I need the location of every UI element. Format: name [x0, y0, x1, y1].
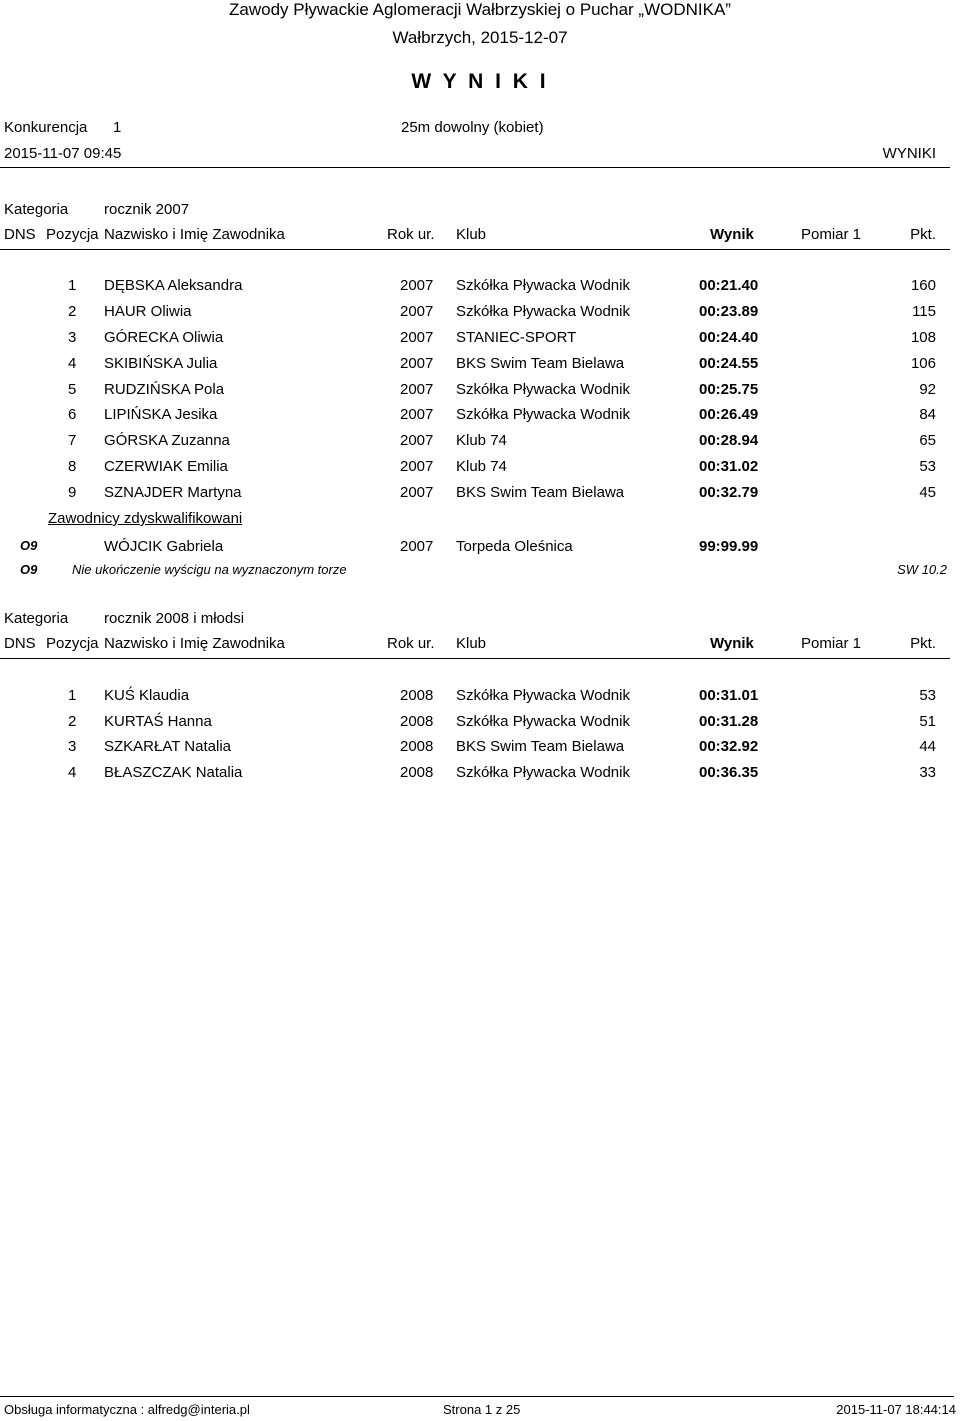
row-club: Szkółka Pływacka Wodnik [456, 764, 630, 781]
row-result: 00:32.92 [699, 738, 759, 755]
row-points: 106 [910, 355, 936, 372]
row-club: Szkółka Pływacka Wodnik [456, 406, 630, 423]
col-result: Wynik [710, 635, 754, 652]
dq-code: O9 [20, 538, 38, 553]
row-result: 00:24.40 [699, 329, 759, 346]
col-split: Pomiar 1 [801, 226, 862, 243]
col-points: Pkt. [910, 226, 936, 243]
dq-result: 99:99.99 [699, 538, 759, 555]
row-position: 6 [68, 406, 77, 423]
row-year: 2007 [400, 277, 434, 294]
col-points: Pkt. [910, 635, 936, 652]
row-position: 4 [68, 355, 77, 372]
row-name: SZNAJDER Martyna [104, 484, 242, 501]
competition-datetime: 2015-11-07 09:45 [4, 145, 122, 162]
page-title: W Y N I K I [411, 70, 549, 93]
row-result: 00:31.02 [699, 458, 759, 475]
row-result: 00:31.28 [699, 713, 759, 730]
row-result: 00:26.49 [699, 406, 759, 423]
dq-rule: SW 10.2 [897, 562, 947, 577]
row-club: BKS Swim Team Bielawa [456, 484, 625, 501]
divider [0, 249, 950, 250]
row-result: 00:23.89 [699, 303, 759, 320]
row-points: 65 [919, 432, 936, 449]
row-name: GÓRSKA Zuzanna [104, 432, 230, 449]
row-position: 3 [68, 329, 77, 346]
col-dns: DNS [4, 635, 36, 652]
row-points: 108 [910, 329, 936, 346]
row-year: 2008 [400, 713, 434, 730]
row-result: 00:25.75 [699, 381, 759, 398]
footer-page: Strona 1 z 25 [443, 1402, 521, 1417]
row-year: 2008 [400, 738, 434, 755]
row-result: 00:24.55 [699, 355, 759, 372]
category-name: rocznik 2007 [104, 201, 190, 218]
row-year: 2007 [400, 432, 434, 449]
row-points: 51 [919, 713, 936, 730]
row-points: 160 [910, 277, 936, 294]
row-year: 2007 [400, 355, 434, 372]
row-position: 9 [68, 484, 77, 501]
footer-service: Obsługa informatyczna : alfredg@interia.pl [4, 1402, 250, 1417]
row-name: BŁASZCZAK Natalia [104, 764, 243, 781]
dq-year: 2007 [400, 538, 434, 555]
col-club: Klub [456, 635, 487, 652]
row-year: 2007 [400, 329, 434, 346]
row-club: Szkółka Pływacka Wodnik [456, 381, 630, 398]
footer-divider [0, 1396, 954, 1397]
row-points: 44 [919, 738, 936, 755]
competition-event: 25m dowolny (kobiet) [401, 119, 544, 136]
row-club: BKS Swim Team Bielawa [456, 738, 625, 755]
divider [0, 167, 950, 168]
row-position: 2 [68, 303, 77, 320]
row-club: Szkółka Pływacka Wodnik [456, 303, 630, 320]
row-year: 2007 [400, 406, 434, 423]
row-points: 33 [919, 764, 936, 781]
row-position: 1 [68, 277, 77, 294]
col-year: Rok ur. [387, 635, 435, 652]
row-year: 2007 [400, 458, 434, 475]
row-points: 115 [912, 303, 936, 320]
row-name: CZERWIAK Emilia [104, 458, 228, 475]
row-club: STANIEC-SPORT [456, 329, 577, 346]
category-name: rocznik 2008 i młodsi [104, 610, 245, 627]
col-position: Pozycja [46, 226, 99, 243]
row-points: 84 [919, 406, 936, 423]
row-points: 45 [919, 484, 936, 501]
row-result: 00:28.94 [699, 432, 759, 449]
row-name: RUDZIŃSKA Pola [104, 381, 225, 398]
col-position: Pozycja [46, 635, 99, 652]
divider [0, 658, 950, 659]
row-club: Klub 74 [456, 458, 507, 475]
row-name: SZKARŁAT Natalia [104, 738, 231, 755]
dq-name: WÓJCIK Gabriela [104, 538, 224, 555]
row-position: 7 [68, 432, 77, 449]
category-label: Kategoria [4, 610, 69, 627]
row-position: 3 [68, 738, 77, 755]
row-position: 8 [68, 458, 77, 475]
col-year: Rok ur. [387, 226, 435, 243]
dq-club: Torpeda Oleśnica [456, 538, 573, 555]
col-split: Pomiar 1 [801, 635, 862, 652]
footer-printed: 2015-11-07 18:44:14 [836, 1402, 956, 1417]
row-name: GÓRECKA Oliwia [104, 329, 224, 346]
competition-number: 1 [113, 119, 122, 136]
col-name: Nazwisko i Imię Zawodnika [104, 226, 285, 243]
row-result: 00:36.35 [699, 764, 759, 781]
row-year: 2007 [400, 484, 434, 501]
row-club: BKS Swim Team Bielawa [456, 355, 625, 372]
category-label: Kategoria [4, 201, 69, 218]
row-points: 53 [919, 687, 936, 704]
row-club: Szkółka Pływacka Wodnik [456, 713, 630, 730]
dq-reason-code: O9 [20, 562, 38, 577]
row-name: LIPIŃSKA Jesika [104, 406, 218, 423]
row-result: 00:31.01 [699, 687, 759, 704]
row-name: SKIBIŃSKA Julia [104, 355, 218, 372]
row-name: HAUR Oliwia [104, 303, 192, 320]
dq-reason: Nie ukończenie wyścigu na wyznaczonym torze [72, 562, 347, 577]
row-club: Szkółka Pływacka Wodnik [456, 277, 630, 294]
row-year: 2008 [400, 764, 434, 781]
event-title: Zawody Pływackie Aglomeracji Wałbrzyskiej o Puchar „WODNIKA” [229, 0, 731, 19]
competition-label: Konkurencja [4, 119, 88, 136]
row-position: 4 [68, 764, 77, 781]
row-points: 53 [919, 458, 936, 475]
row-year: 2007 [400, 303, 434, 320]
disqualified-heading: Zawodnicy zdyskwalifikowani [48, 510, 243, 527]
col-result: Wynik [710, 226, 754, 243]
row-club: Klub 74 [456, 432, 507, 449]
row-year: 2007 [400, 381, 434, 398]
competition-status: WYNIKI [882, 145, 936, 162]
col-club: Klub [456, 226, 487, 243]
place-date: Wałbrzych, 2015-12-07 [392, 28, 568, 47]
row-year: 2008 [400, 687, 434, 704]
row-position: 1 [68, 687, 77, 704]
col-name: Nazwisko i Imię Zawodnika [104, 635, 285, 652]
row-result: 00:21.40 [699, 277, 759, 294]
col-dns: DNS [4, 226, 36, 243]
row-name: DĘBSKA Aleksandra [104, 277, 243, 294]
row-points: 92 [919, 381, 936, 398]
row-result: 00:32.79 [699, 484, 759, 501]
row-position: 2 [68, 713, 77, 730]
row-name: KURTAŚ Hanna [104, 713, 212, 730]
row-position: 5 [68, 381, 77, 398]
row-name: KUŚ Klaudia [104, 687, 190, 704]
row-club: Szkółka Pływacka Wodnik [456, 687, 630, 704]
